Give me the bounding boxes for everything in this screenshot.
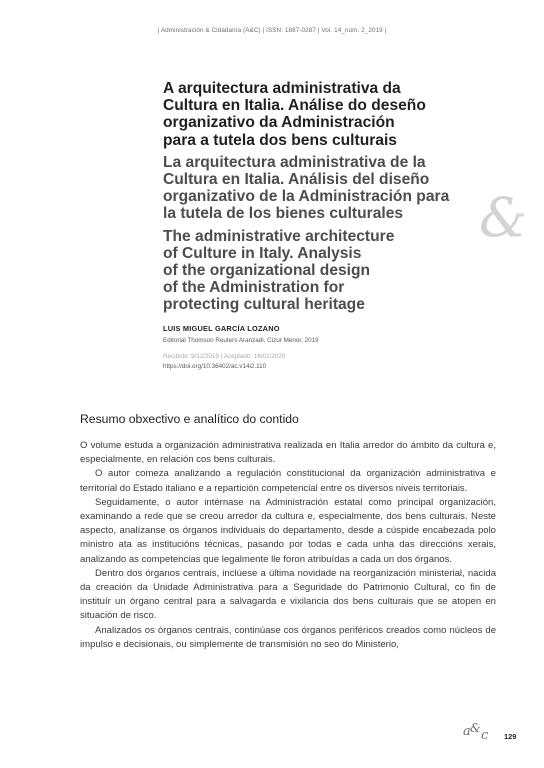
page-number: 129 — [504, 732, 517, 741]
title-galician — [163, 80, 493, 149]
svg-text:&: & — [470, 721, 481, 735]
paragraph: Dentro dos órganos centrais, inclúese a última novidade na reorganización ministerial, nacida da creación da Unidade Administrativa para a Seguridade do Patrimonio Cultural, co fin de instituír un órgano central para a salvagarda e vixilancia dos bens culturais que se atopen en situación de risco. — [80, 567, 496, 622]
title-line: protecting cultural heritage — [163, 296, 365, 314]
title-line: para a tutela dos bens culturais — [163, 131, 397, 149]
title-line: A arquitectura administrativa da — [163, 80, 401, 97]
paragraph: O autor comeza analizando a regulación constitucional da organización administrativa e territorial do Estado italiano e a repartición competencial entre os diversos niveis territoriais. — [80, 468, 496, 494]
running-head: | Administración & Cidadanía (A&C) | ISSN: 1887-0287 | Vol. 14_núm. 2_2019 | — [157, 27, 387, 34]
paragraph: O volume estuda a organización administrativa realizada en Italia arredor do ámbito da cultura e, especialmente, en relación cos bens culturais. — [80, 440, 496, 466]
journal-logo-icon — [463, 721, 499, 743]
svg-text:c: c — [481, 728, 489, 743]
svg-text:a: a — [463, 724, 471, 739]
title-line: of Culture in Italy. Analysis — [163, 244, 362, 262]
section-title: Resumo obxectivo e analítico do contido — [80, 412, 299, 426]
title-line: The administrative architecture — [163, 227, 395, 245]
title-line: Cultura en Italia. Análisis del diseño — [163, 171, 430, 189]
doi-link[interactable]: https://doi.org/10.36402/ac.v14i2.110 — [163, 362, 267, 370]
title-line: of the Administration for — [163, 279, 345, 297]
title-spanish — [163, 154, 493, 223]
paragraph: Seguidamente, o autor intérnase na Administración estatal como principal organización, examinando a rede que se creou arredor da cultura e, especialmente, dos bens culturais. Neste aspecto, analízanse os órganos individuais do departamento, desde a cúspide encabezada polo ministro ata as institucións técnicas, pasando por todas e cada unha das direccións xerais, analizando as competencias que legalmente lle foron atribuídas a cada un dos órganos. — [80, 496, 496, 565]
author-name: LUIS MIGUEL GARCÍA LOZANO — [163, 323, 280, 333]
title-line: organizativo de la Administración para — [163, 188, 450, 206]
title-line: la tutela de los bienes culturales — [163, 205, 404, 223]
svg-text:&: & — [478, 190, 528, 246]
received-accepted-dates: Recibido: 9/12/2019 | Aceptado: 16/01/2020 — [163, 352, 286, 360]
paragraph: Analizados os órganos centrais, continúase cos órganos periféricos creados como núcleos de impulso e decisionais, ou simplemente de transmisión no seo do Ministerio, — [80, 624, 496, 650]
title-line: Cultura en Italia. Análise do deseño — [163, 97, 426, 115]
title-line: of the organizational design — [163, 262, 371, 280]
title-line: organizativo da Administración — [163, 114, 395, 132]
body-text — [80, 439, 496, 652]
author-affiliation: Editorial Thomson Reuters Aranzadi, Cizur Menor, 2019 — [163, 336, 319, 344]
title-block — [163, 80, 493, 370]
title-line: La arquitectura administrativa de la — [163, 153, 426, 171]
title-english — [163, 228, 493, 314]
